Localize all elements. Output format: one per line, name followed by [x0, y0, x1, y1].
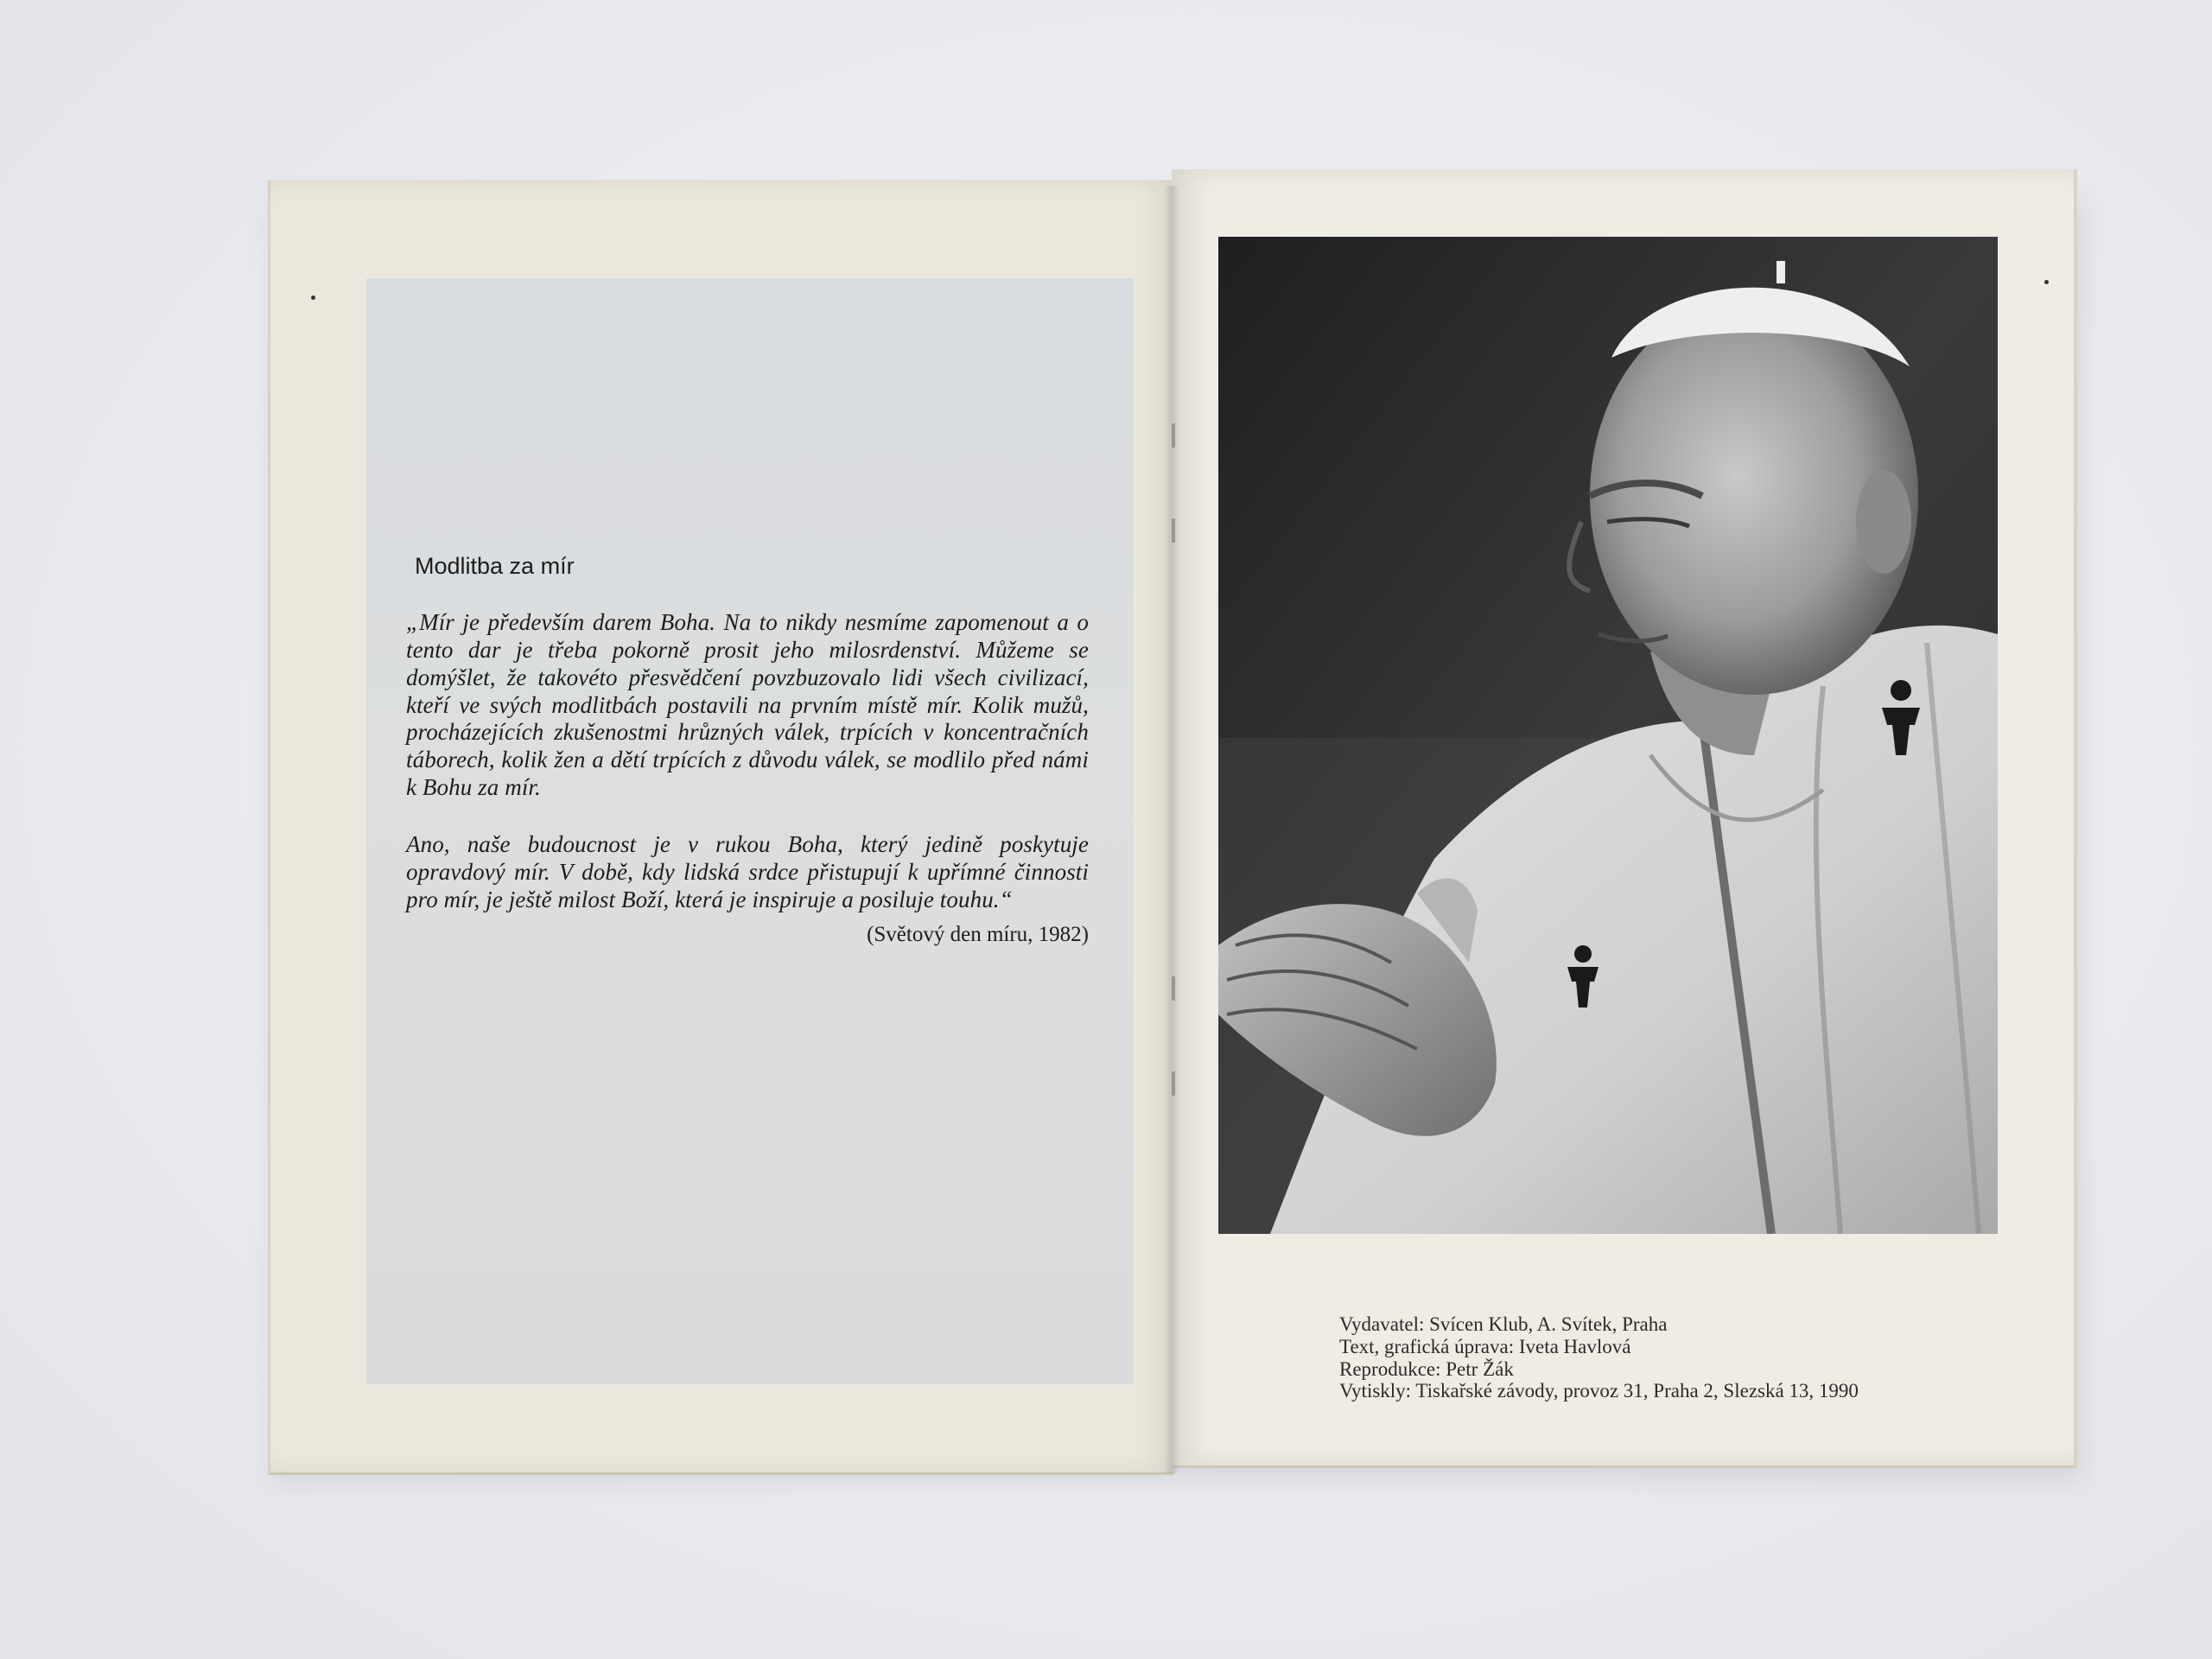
- credit-publisher: Vydavatel: Svícen Klub, A. Svítek, Praha: [1339, 1313, 1668, 1335]
- prayer-title: Modlitba za mír: [415, 553, 575, 579]
- staple: [1172, 976, 1175, 1001]
- print-mark: [311, 296, 315, 300]
- portrait-illustration: [1218, 237, 1998, 1234]
- staple: [1172, 423, 1175, 448]
- publisher-credits: [1339, 1313, 1996, 1402]
- prayer-paragraph-2: Ano, naše budoucnost je v rukou Boha, který jedině poskytuje opravdový mír. V době, kdy lidská srdce přistupují k upřímné činnosti pro mír, je ještě milost Boží, která je inspiruje a posiluje touhu.“: [406, 831, 1089, 912]
- credit-printer: Vytiskly: Tiskařské závody, provoz 31, Praha 2, Slezská 13, 1990: [1339, 1380, 1859, 1402]
- booklet-spine: [1163, 186, 1180, 1473]
- prayer-paragraph-1: „Mír je především darem Boha. Na to nikdy nesmíme zapomenout a o tento dar je třeba pokorně prosit jeho milosrdenství. Můžeme se domýšlet, že takovéto přesvědčení povzbuzovalo lidi všech civilizací, kteří ve svých modlitbách postavili na prvním místě mír. Kolik mužů, procházejících zkušenostmi hrůzných válek, trpících v koncentračních táborech, kolik žen a dětí trpících z důvodu válek, se modlilo před námi k Bohu za mír.: [406, 609, 1089, 801]
- print-mark: [2044, 280, 2049, 284]
- prayer-source: (Světový den míru, 1982): [867, 922, 1089, 946]
- staple: [1172, 1071, 1175, 1096]
- staple: [1172, 518, 1175, 543]
- prayer-text-block: [406, 553, 1089, 947]
- portrait-photo: [1218, 237, 1998, 1234]
- credit-text-design: Text, grafická úprava: Iveta Havlová: [1339, 1335, 1631, 1357]
- credit-reproduction: Reprodukce: Petr Žák: [1339, 1357, 1514, 1380]
